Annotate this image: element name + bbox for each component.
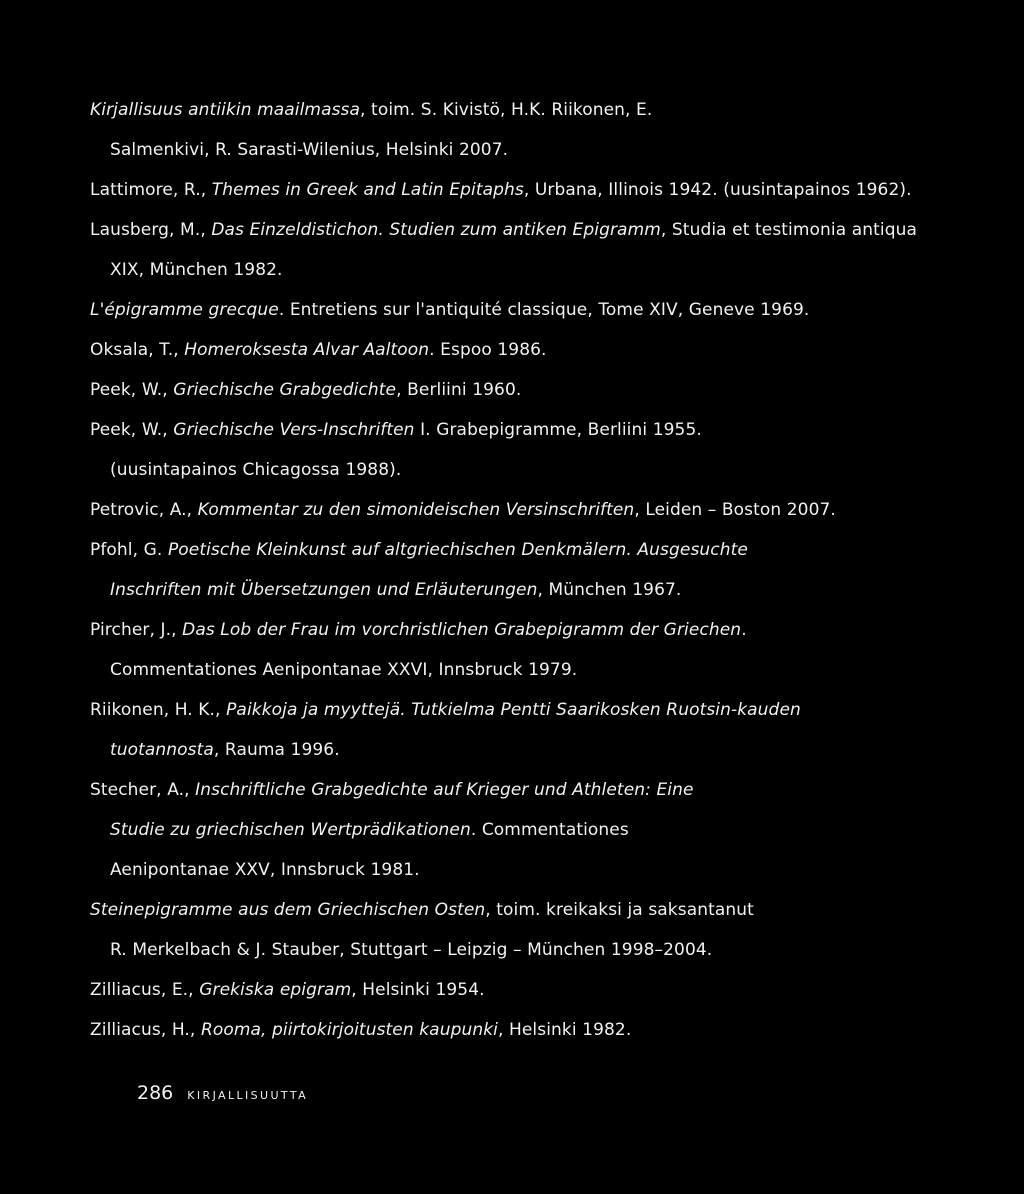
bibliography-entry — [90, 530, 990, 610]
entry-text: (uusintapainos Chicagossa 1988). — [110, 460, 402, 480]
entry-text: . Commentationes — [470, 820, 629, 840]
entry-text: Oksala, T., — [90, 340, 185, 360]
italic-title-text: Homeroksesta Alvar Aaltoon — [184, 340, 430, 360]
entry-continuation-line — [90, 810, 990, 850]
italic-title-text: Kirjallisuus antiikin maailmassa — [90, 100, 361, 120]
bibliography-entry — [90, 490, 990, 530]
entry-text: Petrovic, A., — [90, 500, 198, 520]
entry-first-line — [90, 170, 990, 210]
entry-first-line — [90, 370, 990, 410]
bibliography-entry — [90, 370, 990, 410]
entry-continuation-line — [90, 570, 990, 610]
entry-text: Pfohl, G. — [90, 540, 168, 560]
italic-title-text: Grekiska epigram — [199, 980, 352, 1000]
bibliography-entry — [90, 90, 990, 170]
italic-title-text: Poetische Kleinkunst auf altgriechischen Denkmälern. Ausgesuchte — [167, 540, 748, 560]
bibliography-entry — [90, 290, 990, 330]
italic-title-text: Griechische Grabgedichte — [173, 380, 397, 400]
bibliography-entry — [90, 890, 990, 970]
bibliography-entry — [90, 970, 990, 1010]
italic-title-text: Steinepigramme aus dem Griechischen Osten — [90, 900, 486, 920]
entry-continuation-line — [90, 450, 990, 490]
entry-text: Zilliacus, H., — [90, 1020, 201, 1040]
bibliography-entry — [90, 330, 990, 370]
entry-text: . Espoo 1986. — [429, 340, 547, 360]
italic-title-text: Griechische Vers-Inschriften — [173, 420, 415, 440]
italic-title-text: Paikkoja ja myyttejä. Tutkielma Pentti Saarikosken Ruotsin-kauden — [226, 700, 801, 720]
running-head: KIRJALLISUUTTA — [187, 1089, 309, 1102]
entry-text: , Urbana, Illinois 1942. (uusintapainos 1962). — [523, 180, 912, 200]
entry-text: , München 1967. — [537, 580, 682, 600]
entry-continuation-line — [90, 930, 990, 970]
entry-first-line — [90, 330, 990, 370]
entry-text: , Helsinki 1982. — [497, 1020, 632, 1040]
italic-title-text: Inschriften mit Übersetzungen und Erläuterungen — [110, 580, 538, 600]
entry-text: XIX, München 1982. — [110, 260, 283, 280]
bibliography-entry — [90, 410, 990, 490]
entry-first-line — [90, 90, 990, 130]
entry-continuation-line — [90, 250, 990, 290]
entry-first-line — [90, 970, 990, 1010]
entry-text: Lattimore, R., — [90, 180, 212, 200]
entry-text: Lausberg, M., — [90, 220, 212, 240]
entry-first-line — [90, 1010, 990, 1050]
entry-text: Pircher, J., — [90, 620, 183, 640]
entry-continuation-line — [90, 850, 990, 890]
entry-text: , Rauma 1996. — [213, 740, 340, 760]
italic-title-text: Inschriftliche Grabgedichte auf Krieger und Athleten: Eine — [195, 780, 694, 800]
entry-text: , Helsinki 1954. — [351, 980, 485, 1000]
italic-title-text: Studie zu griechischen Wertprädikationen — [110, 820, 471, 840]
entry-first-line — [90, 410, 990, 450]
entry-text: . Entretiens sur l'antiquité classique, Tome XIV, Geneve 1969. — [278, 300, 810, 320]
bibliography-entry — [90, 1010, 990, 1050]
italic-title-text: Das Lob der Frau im vorchristlichen Grabepigramm der Griechen — [182, 620, 742, 640]
italic-title-text: Kommentar zu den simonideischen Versinschriften — [197, 500, 635, 520]
entry-text: Stecher, A., — [90, 780, 196, 800]
entry-first-line — [90, 490, 990, 530]
entry-continuation-line — [90, 650, 990, 690]
entry-text: , Studia et testimonia antiqua — [660, 220, 918, 240]
page-number: 286 — [137, 1082, 174, 1104]
entry-first-line — [90, 210, 990, 250]
italic-title-text: L'épigramme grecque — [90, 300, 279, 320]
italic-title-text: Rooma, piirtokirjoitusten kaupunki — [200, 1020, 498, 1040]
entry-text: Salmenkivi, R. Sarasti-Wilenius, Helsinki 2007. — [110, 140, 509, 160]
entry-first-line — [90, 890, 990, 930]
bibliography-entry — [90, 610, 990, 690]
entry-text: Peek, W., — [90, 420, 174, 440]
entry-first-line — [90, 290, 990, 330]
entry-text: . — [741, 620, 747, 640]
entry-text: Zilliacus, E., — [90, 980, 200, 1000]
entry-text: , Berliini 1960. — [396, 380, 522, 400]
entry-first-line — [90, 770, 990, 810]
bibliography-entry — [90, 770, 990, 890]
entry-first-line — [90, 530, 990, 570]
italic-title-text: tuotannosta — [110, 740, 214, 760]
entry-text: Aenipontanae XXV, Innsbruck 1981. — [110, 860, 420, 880]
entry-first-line — [90, 610, 990, 650]
entry-text: , toim. S. Kivistö, H.K. Riikonen, E. — [360, 100, 653, 120]
entry-text: Riikonen, H. K., — [90, 700, 227, 720]
entry-first-line — [90, 690, 990, 730]
entry-text: , toim. kreikaksi ja saksantanut — [485, 900, 754, 920]
entry-text: Commentationes Aenipontanae XXVI, Innsbruck 1979. — [110, 660, 578, 680]
bibliography-entry — [90, 210, 990, 290]
bibliography-list — [90, 90, 990, 1050]
italic-title-text: Das Einzeldistichon. Studien zum antiken Epigramm — [211, 220, 661, 240]
bibliography-entry — [90, 170, 990, 210]
entry-continuation-line — [90, 730, 990, 770]
entry-text: , Leiden – Boston 2007. — [634, 500, 836, 520]
entry-continuation-line — [90, 130, 990, 170]
entry-text: I. Grabepigramme, Berliini 1955. — [414, 420, 702, 440]
entry-text: Peek, W., — [90, 380, 174, 400]
italic-title-text: Themes in Greek and Latin Epitaphs — [211, 180, 524, 200]
page-footer — [137, 1082, 308, 1112]
bibliography-entry — [90, 690, 990, 770]
entry-text: R. Merkelbach & J. Stauber, Stuttgart – Leipzig – München 1998–2004. — [110, 940, 713, 960]
